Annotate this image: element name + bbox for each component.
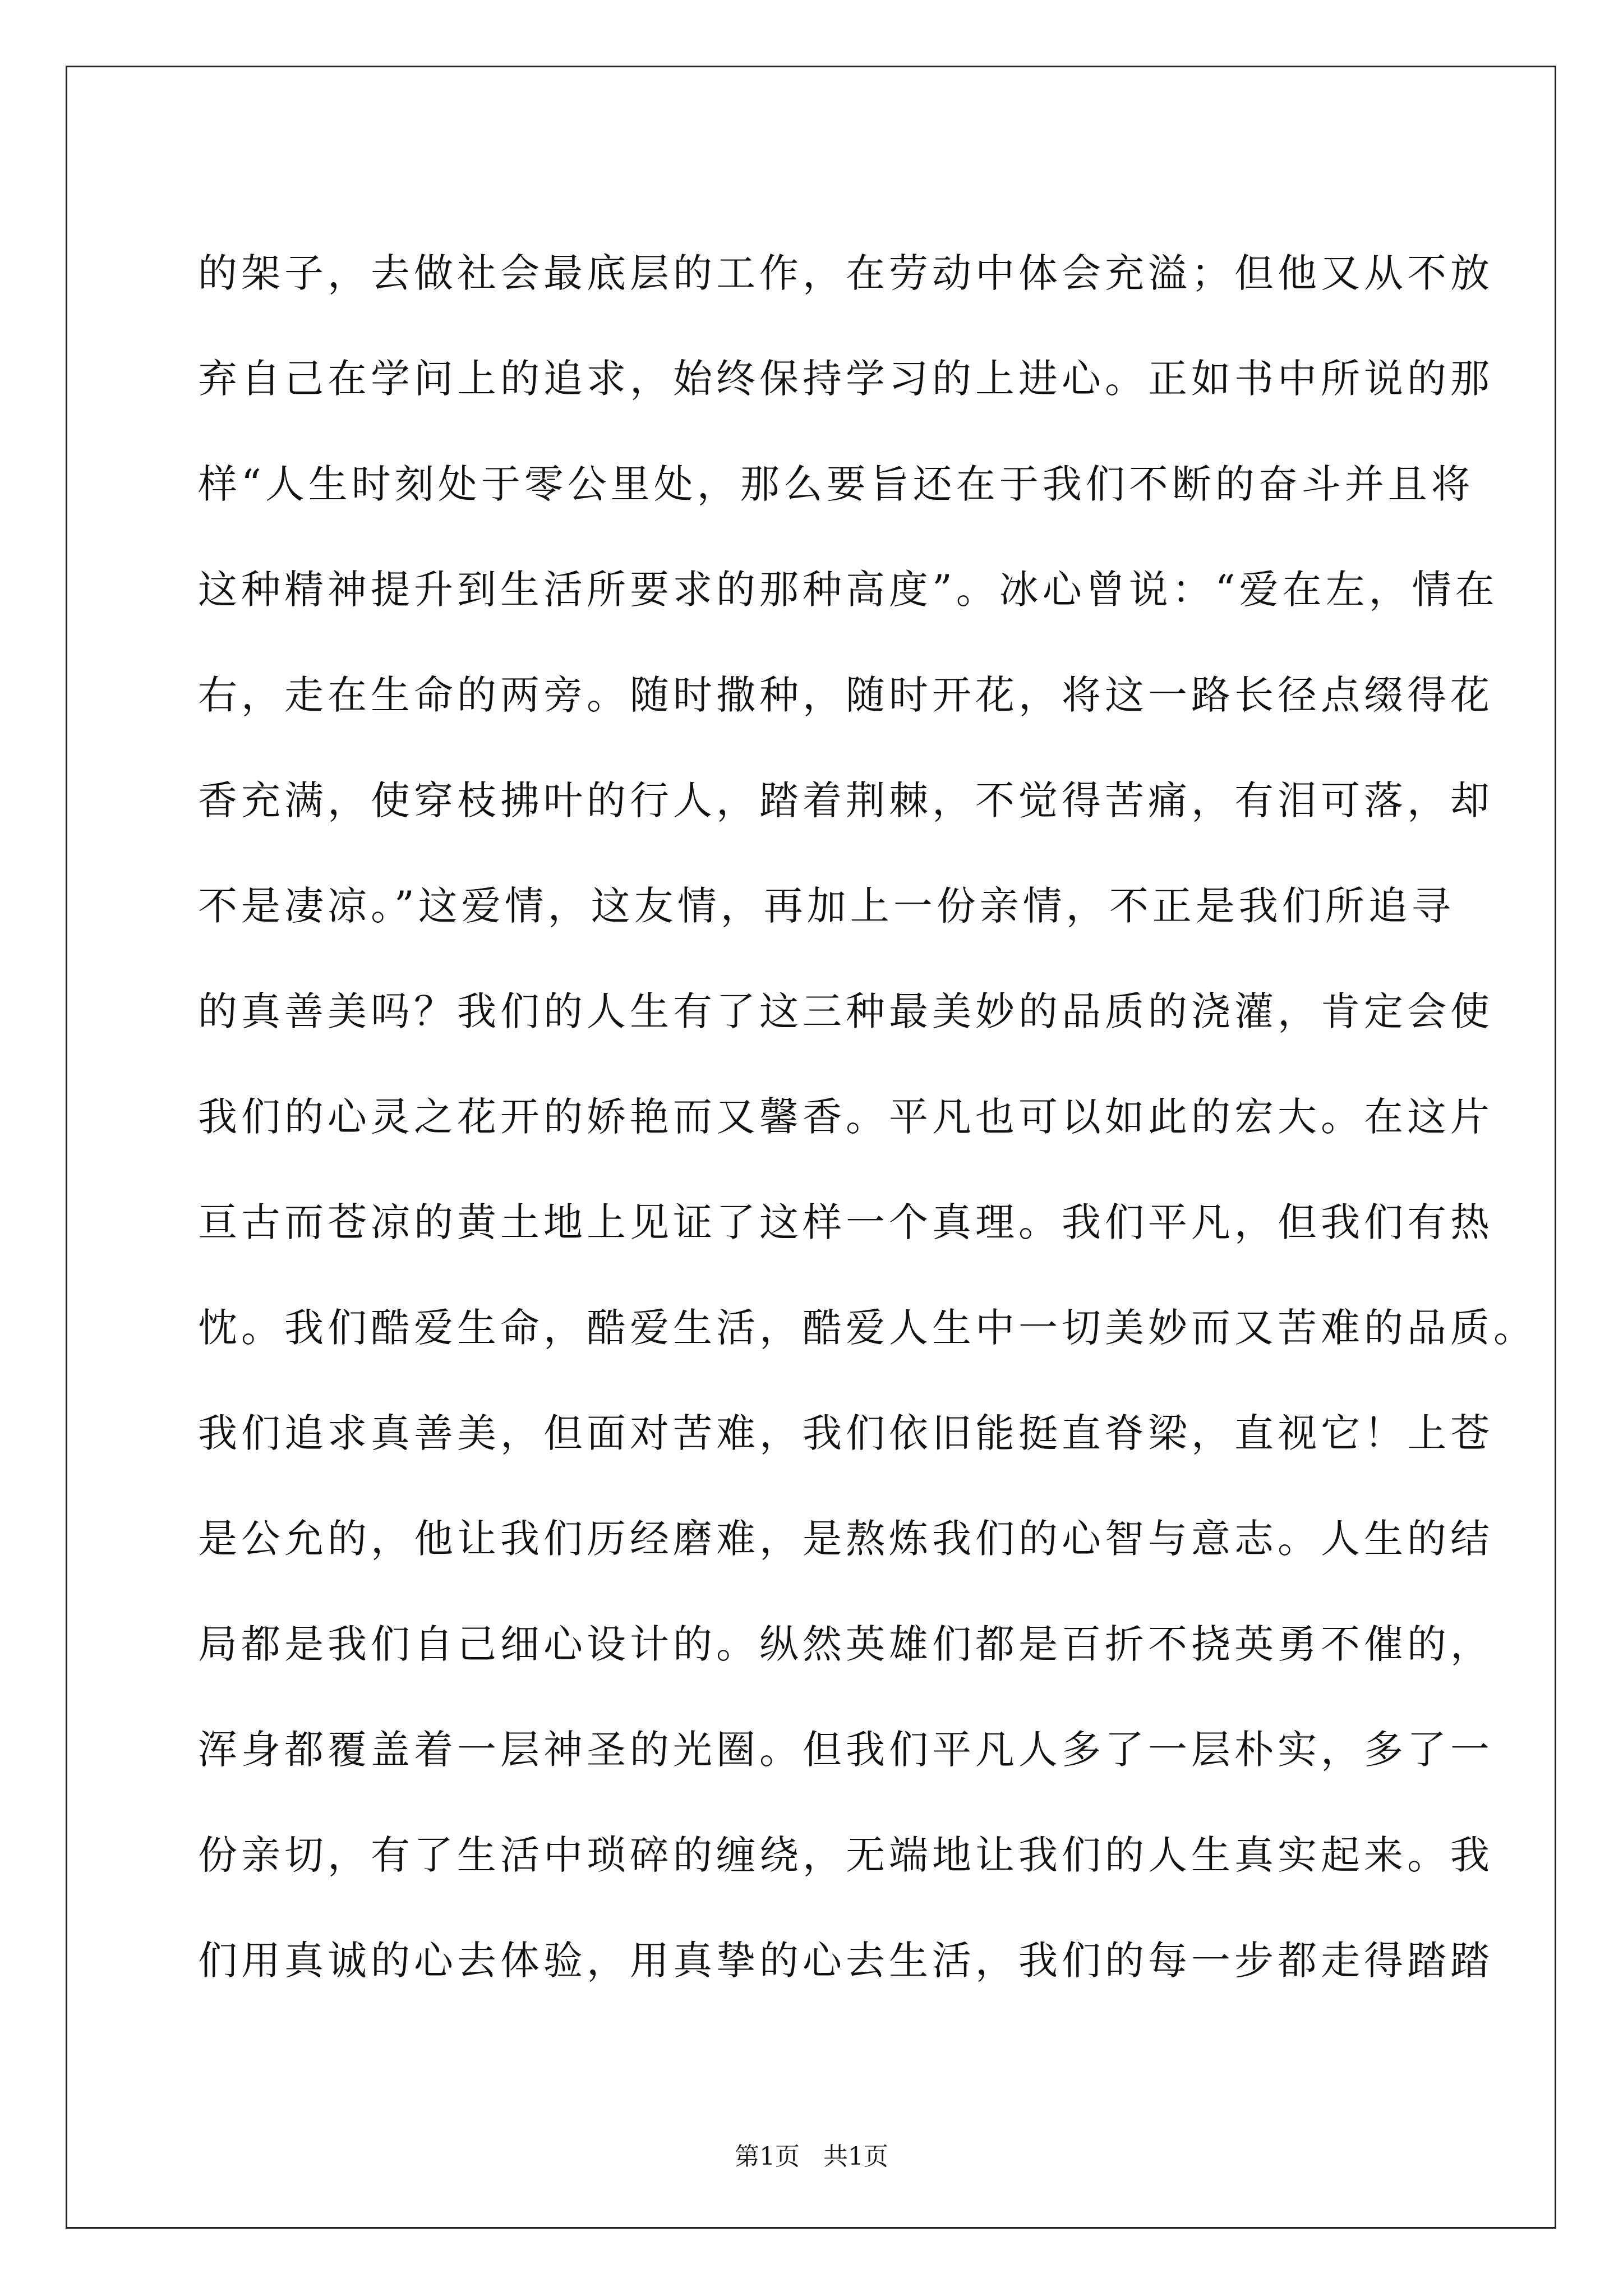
- document-body: [198, 220, 1537, 2013]
- text-line: 局都是我们自己细心设计的。纵然英雄们都是百折不挠英勇不催的，: [198, 1621, 1493, 1667]
- text-line: 亘古而苍凉的黄土地上见证了这样一个真理。我们平凡，但我们有热: [198, 1199, 1493, 1245]
- text-line: 是公允的，他让我们历经磨难，是熬炼我们的心智与意志。人生的结: [198, 1516, 1493, 1562]
- text-line: 份亲切，有了生活中琐碎的缠绕，无端地让我们的人生真实起来。我: [198, 1832, 1493, 1878]
- text-line: 忱。我们酷爱生命，酷爱生活，酷爱人生中一切美妙而又苦难的品质。: [198, 1305, 1537, 1351]
- text-line: 我们的心灵之花开的娇艳而又馨香。平凡也可以如此的宏大。在这片: [198, 1094, 1493, 1140]
- text-line: 这种精神提升到生活所要求的那种高度”。冰心曾说：“爱在左，情在: [198, 567, 1498, 613]
- text-line: 香充满，使穿枝拂叶的行人，踏着荆棘，不觉得苦痛，有泪可落，却: [198, 777, 1493, 823]
- text-line: 我们追求真善美，但面对苦难，我们依旧能挺直脊梁，直视它！上苍: [198, 1410, 1493, 1456]
- text-line: 们用真诚的心去体验，用真挚的心去生活，我们的每一步都走得踏踏: [198, 1938, 1493, 1984]
- page-number-footer: 第1页 共1页: [735, 2142, 888, 2171]
- text-line: 不是凄凉。”这爱情，这友情，再加上一份亲情，不正是我们所追寻: [198, 883, 1455, 929]
- text-line: 的真善美吗？我们的人生有了这三种最美妙的品质的浇灌，肯定会使: [198, 988, 1493, 1034]
- text-line: 弃自己在学问上的追求，始终保持学习的上进心。正如书中所说的那: [198, 356, 1493, 402]
- text-line: 的架子，去做社会最底层的工作，在劳动中体会充溢；但他又从不放: [198, 250, 1493, 296]
- text-line: 浑身都覆盖着一层神圣的光圈。但我们平凡人多了一层朴实，多了一: [198, 1727, 1493, 1773]
- text-line: 右，走在生命的两旁。随时撒种，随时开花，将这一路长径点缀得花: [198, 672, 1493, 718]
- text-line: 样“人生时刻处于零公里处，那么要旨还在于我们不断的奋斗并且将: [198, 461, 1474, 507]
